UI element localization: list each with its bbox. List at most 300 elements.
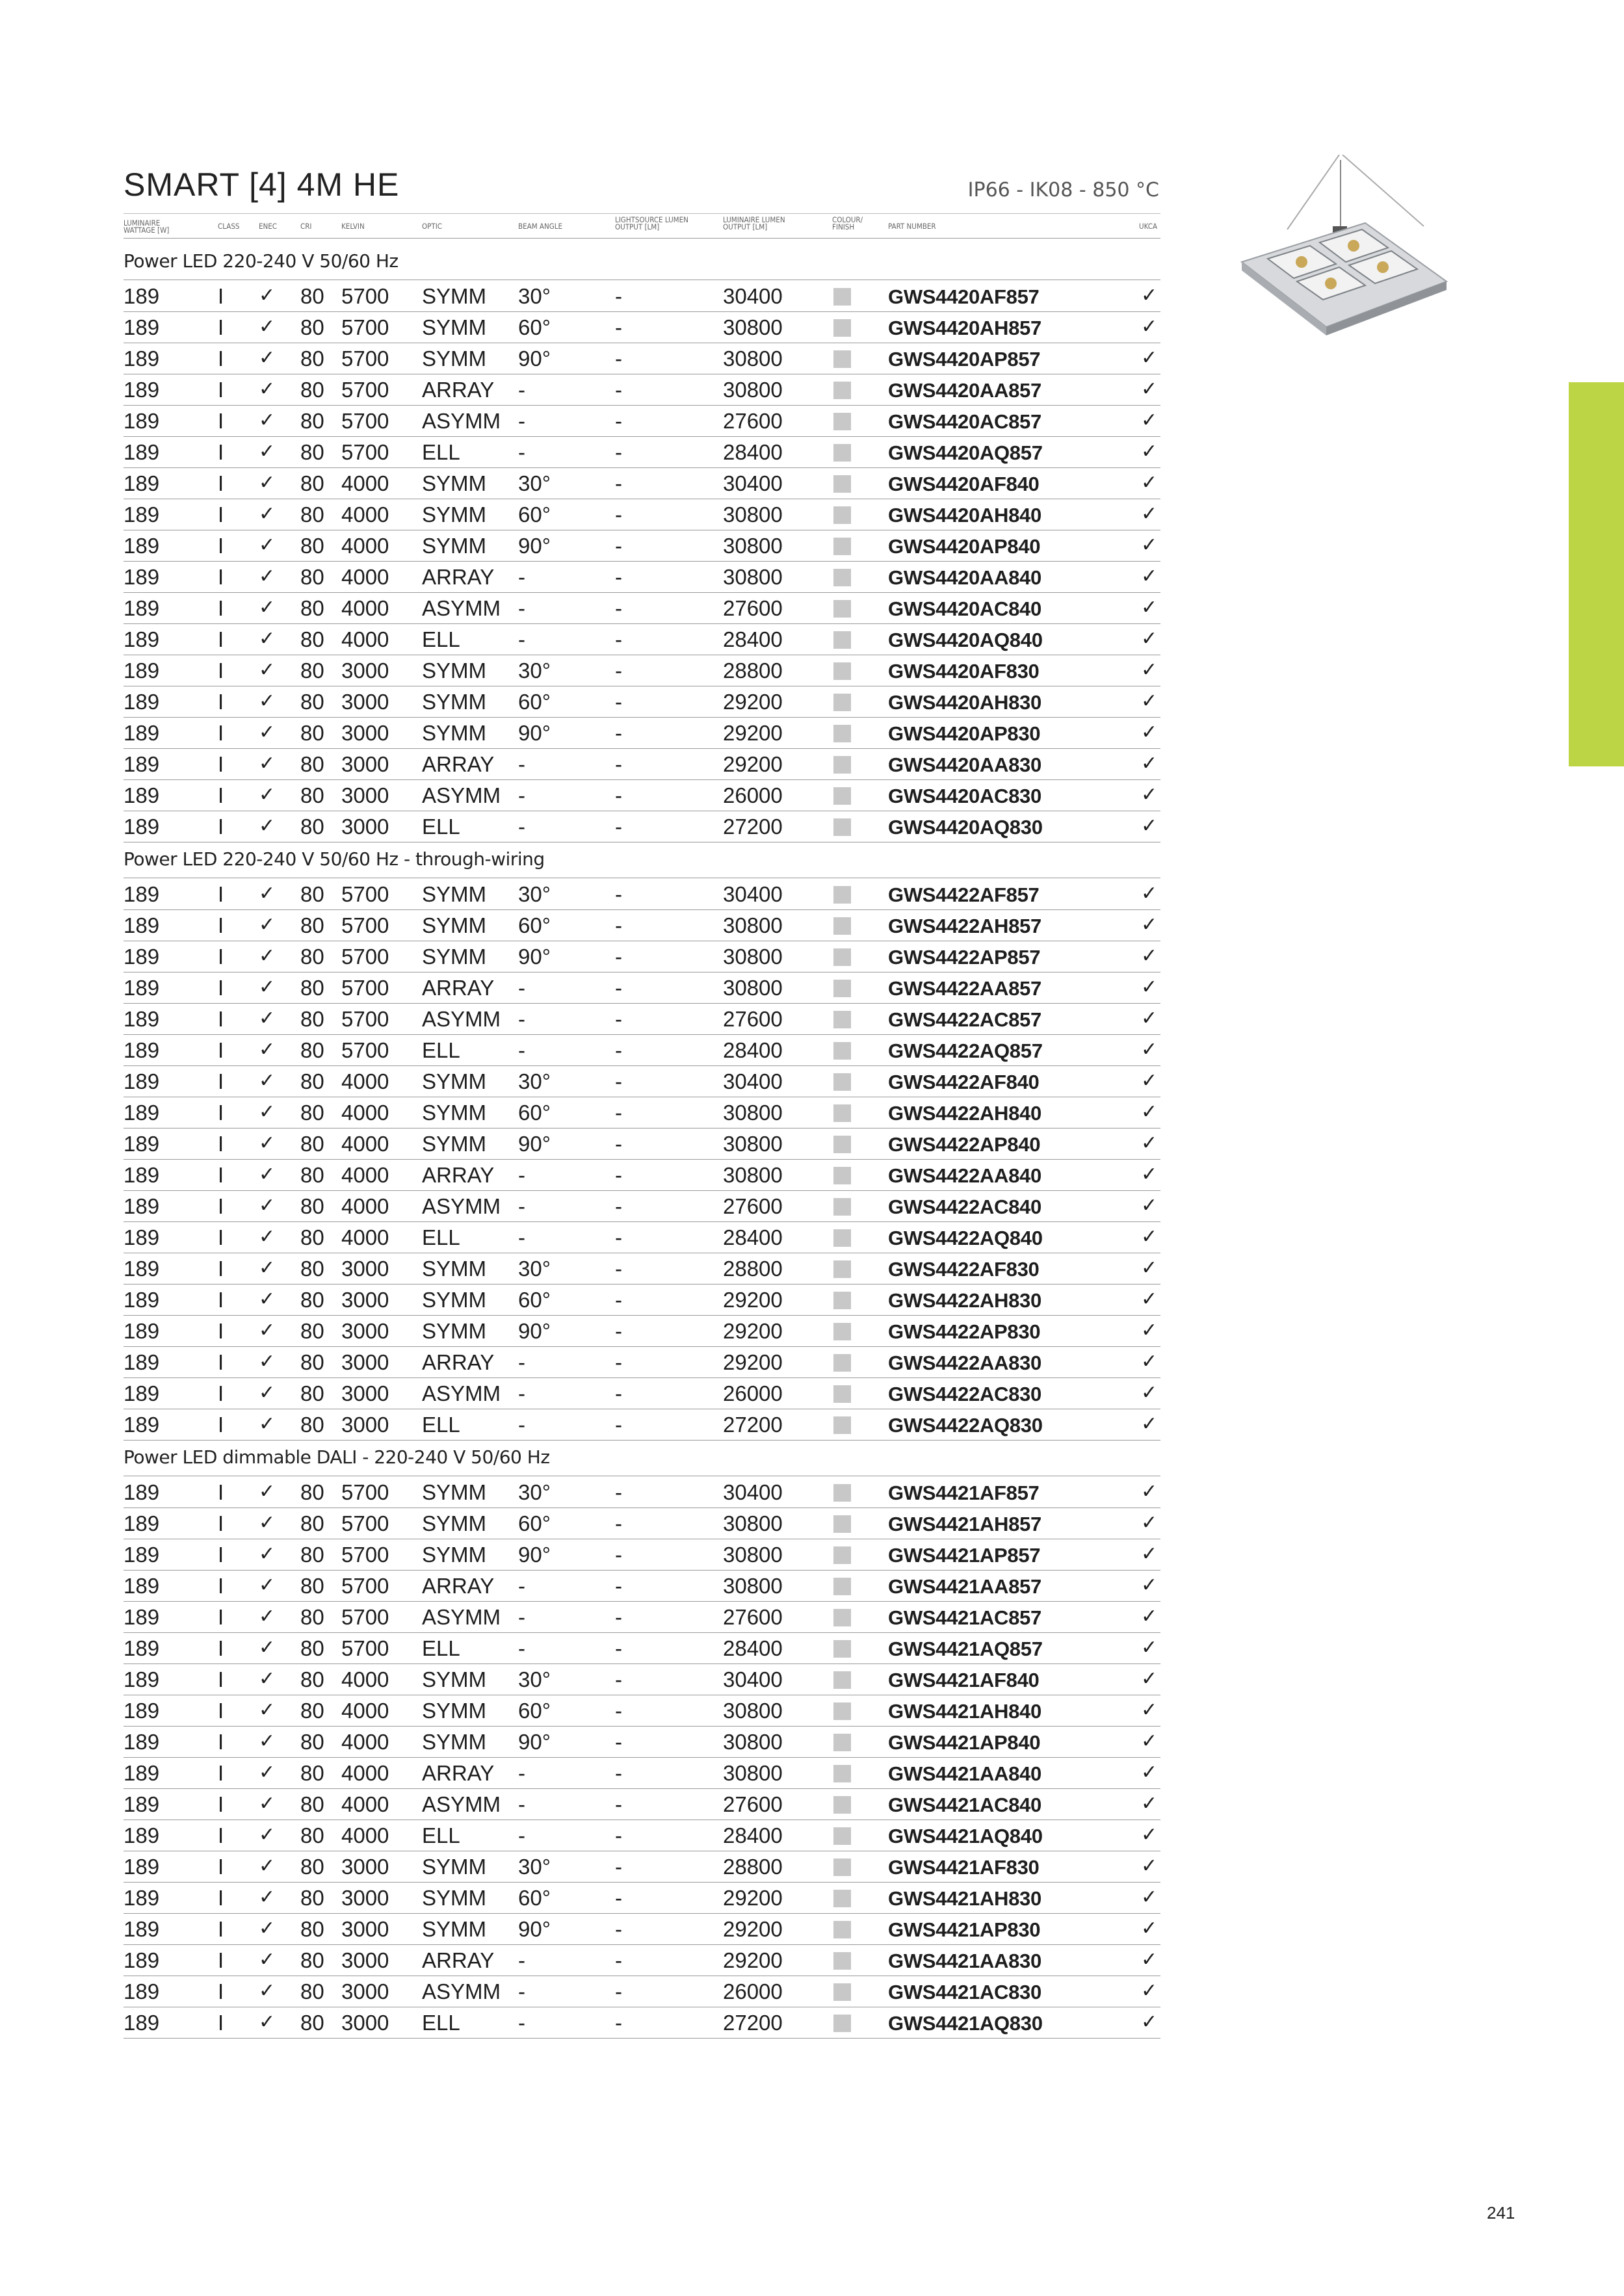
enec-check: ✓: [259, 659, 276, 681]
cell-beam-angle: -: [518, 976, 525, 1000]
table-row: [124, 1913, 1160, 1945]
cell-lightsource-lumen: -: [615, 2011, 622, 2035]
ukca-check: ✓: [1141, 1226, 1158, 1247]
cell-optic: ARRAY: [422, 1574, 495, 1598]
part-number: GWS4422AC857: [888, 1008, 1041, 1031]
cell-kelvin: 3000: [341, 1917, 389, 1941]
table-row: [124, 972, 1160, 1004]
ukca-check: ✓: [1141, 441, 1158, 462]
cell-optic: ASYMM: [422, 409, 501, 433]
part-number: GWS4421AC830: [888, 1981, 1041, 2003]
cell-wattage: 189: [124, 2011, 160, 2035]
part-number: GWS4420AF840: [888, 473, 1040, 495]
ukca-check: ✓: [1141, 1886, 1158, 1908]
cell-wattage: 189: [124, 913, 160, 937]
cell-wattage: 189: [124, 1257, 160, 1281]
cell-lightsource-lumen: -: [615, 783, 622, 807]
header-ukca: UKCA: [1139, 222, 1158, 231]
cell-class: I: [218, 1730, 224, 1754]
cell-luminaire-lumen: 30800: [723, 1543, 783, 1567]
cell-luminaire-lumen: 30800: [723, 502, 783, 527]
cell-class: I: [218, 315, 224, 339]
part-number: GWS4422AF830: [888, 1258, 1040, 1281]
cell-wattage: 189: [124, 1132, 160, 1156]
cell-optic: ELL: [422, 1038, 460, 1062]
cell-wattage: 189: [124, 1823, 160, 1847]
cell-luminaire-lumen: 29200: [723, 1319, 783, 1343]
cell-class: I: [218, 440, 224, 464]
cell-lightsource-lumen: -: [615, 1101, 622, 1125]
cell-optic: SYMM: [422, 1132, 486, 1156]
cell-beam-angle: -: [518, 1225, 525, 1249]
enec-check: ✓: [259, 1949, 276, 1970]
cell-beam-angle: -: [518, 1194, 525, 1218]
cell-kelvin: 5700: [341, 945, 389, 969]
cell-optic: SYMM: [422, 1917, 486, 1941]
cell-kelvin: 4000: [341, 1101, 389, 1125]
cell-cri: 80: [300, 1979, 324, 2003]
finish-swatch: [833, 1042, 851, 1060]
cell-luminaire-lumen: 26000: [723, 783, 783, 807]
cell-optic: ARRAY: [422, 378, 495, 402]
enec-check: ✓: [259, 1824, 276, 1846]
table-row: [124, 1507, 1160, 1539]
cell-lightsource-lumen: -: [615, 471, 622, 495]
ukca-check: ✓: [1141, 472, 1158, 493]
part-number: GWS4422AQ830: [888, 1414, 1043, 1437]
cell-wattage: 189: [124, 1761, 160, 1785]
cell-class: I: [218, 1511, 224, 1535]
table-row: [124, 467, 1160, 499]
cell-lightsource-lumen: -: [615, 690, 622, 714]
finish-swatch: [833, 1609, 851, 1626]
cell-beam-angle: 90°: [518, 1917, 551, 1941]
cell-cri: 80: [300, 1163, 324, 1187]
cell-beam-angle: 90°: [518, 346, 551, 371]
cell-cri: 80: [300, 1350, 324, 1374]
cell-luminaire-lumen: 28400: [723, 1038, 783, 1062]
part-number: GWS4420AF830: [888, 660, 1040, 683]
cell-lightsource-lumen: -: [615, 315, 622, 339]
cell-lightsource-lumen: -: [615, 1194, 622, 1218]
section-title: Power LED 220-240 V 50/60 Hz - through-wiring: [124, 848, 545, 870]
cell-lightsource-lumen: -: [615, 815, 622, 839]
cell-cri: 80: [300, 378, 324, 402]
ukca-check: ✓: [1141, 378, 1158, 400]
cell-class: I: [218, 1792, 224, 1816]
cell-wattage: 189: [124, 1225, 160, 1249]
cell-class: I: [218, 1257, 224, 1281]
part-number: GWS4420AC830: [888, 785, 1041, 807]
enec-check: ✓: [259, 566, 276, 587]
cell-wattage: 189: [124, 882, 160, 906]
part-number: GWS4421AA840: [888, 1762, 1041, 1785]
ukca-check: ✓: [1141, 1543, 1158, 1565]
cell-class: I: [218, 1917, 224, 1941]
page-number: 241: [1487, 2203, 1515, 2223]
cell-wattage: 189: [124, 1511, 160, 1535]
cell-luminaire-lumen: 27200: [723, 815, 783, 839]
cell-luminaire-lumen: 30800: [723, 1511, 783, 1535]
finish-swatch: [833, 1484, 851, 1502]
cell-luminaire-lumen: 30800: [723, 1574, 783, 1598]
table-row: [124, 1539, 1160, 1571]
table-row: [124, 1128, 1160, 1160]
ukca-check: ✓: [1141, 914, 1158, 935]
table-row: [124, 1788, 1160, 1820]
finish-swatch: [833, 350, 851, 368]
part-number: GWS4422AA830: [888, 1351, 1041, 1374]
part-number: GWS4421AA830: [888, 1950, 1041, 1972]
cell-luminaire-lumen: 30800: [723, 534, 783, 558]
cell-beam-angle: 30°: [518, 284, 551, 308]
part-number: GWS4422AA857: [888, 977, 1041, 1000]
cell-wattage: 189: [124, 534, 160, 558]
enec-check: ✓: [259, 534, 276, 556]
cell-wattage: 189: [124, 721, 160, 745]
table-row: [124, 1346, 1160, 1378]
cell-kelvin: 4000: [341, 1730, 389, 1754]
cell-beam-angle: 30°: [518, 471, 551, 495]
header-beam-angle: BEAM ANGLE: [518, 222, 563, 231]
cell-class: I: [218, 1823, 224, 1847]
part-number: GWS4420AA840: [888, 566, 1041, 589]
cell-luminaire-lumen: 30800: [723, 1761, 783, 1785]
cell-class: I: [218, 346, 224, 371]
part-number: GWS4421AH857: [888, 1513, 1041, 1535]
enec-check: ✓: [259, 1132, 276, 1154]
finish-swatch: [833, 413, 851, 430]
cell-cri: 80: [300, 659, 324, 683]
ukca-check: ✓: [1141, 1824, 1158, 1846]
ukca-check: ✓: [1141, 534, 1158, 556]
cell-class: I: [218, 534, 224, 558]
enec-check: ✓: [259, 690, 276, 712]
cell-beam-angle: 90°: [518, 1543, 551, 1567]
cell-class: I: [218, 1855, 224, 1879]
cell-optic: ARRAY: [422, 1948, 495, 1972]
ukca-check: ✓: [1141, 597, 1158, 618]
cell-wattage: 189: [124, 1667, 160, 1691]
enec-check: ✓: [259, 1606, 276, 1627]
finish-swatch: [833, 1983, 851, 2001]
cell-kelvin: 4000: [341, 1194, 389, 1218]
cell-beam-angle: 60°: [518, 913, 551, 937]
ukca-check: ✓: [1141, 784, 1158, 805]
cell-optic: SYMM: [422, 1101, 486, 1125]
cell-class: I: [218, 565, 224, 589]
cell-optic: ELL: [422, 815, 460, 839]
finish-swatch: [833, 756, 851, 774]
enec-check: ✓: [259, 1257, 276, 1279]
cell-beam-angle: -: [518, 1381, 525, 1405]
finish-swatch: [833, 917, 851, 935]
finish-swatch: [833, 1385, 851, 1403]
cell-kelvin: 4000: [341, 565, 389, 589]
ukca-check: ✓: [1141, 2011, 1158, 2033]
finish-swatch: [833, 1952, 851, 1970]
cell-optic: SYMM: [422, 471, 486, 495]
section-color-tab: [1569, 382, 1624, 766]
cell-lightsource-lumen: -: [615, 1605, 622, 1629]
cell-cri: 80: [300, 783, 324, 807]
cell-cri: 80: [300, 976, 324, 1000]
cell-lightsource-lumen: -: [615, 1574, 622, 1598]
ukca-check: ✓: [1141, 1351, 1158, 1372]
cell-beam-angle: -: [518, 1823, 525, 1847]
cell-kelvin: 4000: [341, 534, 389, 558]
enec-check: ✓: [259, 815, 276, 837]
enec-check: ✓: [259, 784, 276, 805]
cell-lightsource-lumen: -: [615, 1069, 622, 1093]
cell-wattage: 189: [124, 1069, 160, 1093]
cell-cri: 80: [300, 1917, 324, 1941]
cell-luminaire-lumen: 28400: [723, 1823, 783, 1847]
enec-check: ✓: [259, 1382, 276, 1403]
enec-check: ✓: [259, 285, 276, 306]
enec-check: ✓: [259, 1668, 276, 1689]
enec-check: ✓: [259, 1762, 276, 1783]
cell-kelvin: 3000: [341, 1350, 389, 1374]
cell-beam-angle: -: [518, 1948, 525, 1972]
cell-cri: 80: [300, 1288, 324, 1312]
cell-class: I: [218, 1667, 224, 1691]
finish-swatch: [833, 1292, 851, 1309]
finish-swatch: [833, 1765, 851, 1782]
cell-lightsource-lumen: -: [615, 1350, 622, 1374]
cell-luminaire-lumen: 26000: [723, 1381, 783, 1405]
cell-optic: ARRAY: [422, 1163, 495, 1187]
table-row: [124, 1065, 1160, 1097]
ukca-check: ✓: [1141, 659, 1158, 681]
finish-swatch: [833, 1515, 851, 1533]
cell-class: I: [218, 1543, 224, 1567]
part-number: GWS4422AP830: [888, 1320, 1041, 1343]
cell-wattage: 189: [124, 565, 160, 589]
cell-cri: 80: [300, 1413, 324, 1437]
cell-cri: 80: [300, 1511, 324, 1535]
table-row: [124, 1097, 1160, 1128]
page-title: SMART [4] 4M HE: [124, 166, 400, 203]
enec-check: ✓: [259, 1637, 276, 1658]
cell-beam-angle: 90°: [518, 721, 551, 745]
table-row: [124, 1190, 1160, 1222]
part-number: GWS4420AC857: [888, 410, 1041, 433]
cell-beam-angle: 60°: [518, 1511, 551, 1535]
cell-wattage: 189: [124, 1194, 160, 1218]
table-row: [124, 1284, 1160, 1316]
cell-wattage: 189: [124, 752, 160, 776]
cell-luminaire-lumen: 30800: [723, 913, 783, 937]
table-row: [124, 1570, 1160, 1602]
cell-class: I: [218, 1413, 224, 1437]
cell-optic: SYMM: [422, 284, 486, 308]
cell-wattage: 189: [124, 378, 160, 402]
enec-check: ✓: [259, 1730, 276, 1752]
table-row: [124, 1757, 1160, 1789]
cell-beam-angle: 30°: [518, 1480, 551, 1504]
cell-cri: 80: [300, 1194, 324, 1218]
table-row: [124, 1377, 1160, 1409]
cell-kelvin: 4000: [341, 627, 389, 651]
enec-check: ✓: [259, 441, 276, 462]
enec-check: ✓: [259, 722, 276, 743]
finish-swatch: [833, 382, 851, 399]
cell-cri: 80: [300, 1543, 324, 1567]
cell-luminaire-lumen: 28800: [723, 1257, 783, 1281]
cell-cri: 80: [300, 1823, 324, 1847]
ukca-check: ✓: [1141, 503, 1158, 525]
part-number: GWS4421AH840: [888, 1700, 1041, 1723]
cell-lightsource-lumen: -: [615, 534, 622, 558]
enec-check: ✓: [259, 1980, 276, 2002]
cell-beam-angle: 90°: [518, 534, 551, 558]
finish-swatch: [833, 787, 851, 805]
cell-beam-angle: -: [518, 1605, 525, 1629]
finish-swatch: [833, 1323, 851, 1340]
cell-beam-angle: 30°: [518, 1069, 551, 1093]
finish-swatch: [833, 1198, 851, 1216]
cell-cri: 80: [300, 409, 324, 433]
table-row: [124, 686, 1160, 718]
cell-cri: 80: [300, 815, 324, 839]
cell-wattage: 189: [124, 659, 160, 683]
cell-class: I: [218, 378, 224, 402]
cell-lightsource-lumen: -: [615, 1823, 622, 1847]
table-row: [124, 1632, 1160, 1664]
ukca-check: ✓: [1141, 1101, 1158, 1123]
cell-cri: 80: [300, 1480, 324, 1504]
cell-luminaire-lumen: 30800: [723, 1132, 783, 1156]
cell-optic: SYMM: [422, 1855, 486, 1879]
cell-wattage: 189: [124, 315, 160, 339]
cell-luminaire-lumen: 27600: [723, 596, 783, 620]
cell-class: I: [218, 945, 224, 969]
cell-class: I: [218, 1381, 224, 1405]
cell-cri: 80: [300, 346, 324, 371]
cell-wattage: 189: [124, 1605, 160, 1629]
cell-luminaire-lumen: 28400: [723, 627, 783, 651]
cell-kelvin: 4000: [341, 502, 389, 527]
cell-lightsource-lumen: -: [615, 284, 622, 308]
cell-lightsource-lumen: -: [615, 1319, 622, 1343]
cell-wattage: 189: [124, 976, 160, 1000]
cell-class: I: [218, 1194, 224, 1218]
table-row: [124, 1663, 1160, 1695]
cell-optic: SYMM: [422, 945, 486, 969]
cell-luminaire-lumen: 30800: [723, 1101, 783, 1125]
cell-wattage: 189: [124, 1319, 160, 1343]
cell-wattage: 189: [124, 1350, 160, 1374]
cell-beam-angle: 30°: [518, 1667, 551, 1691]
part-number: GWS4422AQ840: [888, 1227, 1043, 1249]
cell-wattage: 189: [124, 1699, 160, 1723]
header-part-number: PART NUMBER: [888, 222, 936, 231]
cell-optic: SYMM: [422, 1667, 486, 1691]
cell-wattage: 189: [124, 1855, 160, 1879]
cell-lightsource-lumen: -: [615, 1667, 622, 1691]
finish-swatch: [833, 1354, 851, 1372]
cell-beam-angle: -: [518, 1163, 525, 1187]
finish-swatch: [833, 631, 851, 649]
cell-class: I: [218, 783, 224, 807]
cell-beam-angle: -: [518, 409, 525, 433]
cell-class: I: [218, 976, 224, 1000]
cell-luminaire-lumen: 30400: [723, 882, 783, 906]
cell-lightsource-lumen: -: [615, 565, 622, 589]
cell-class: I: [218, 752, 224, 776]
cell-wattage: 189: [124, 1480, 160, 1504]
cell-optic: SYMM: [422, 1511, 486, 1535]
table-row: [124, 2007, 1160, 2039]
enec-check: ✓: [259, 378, 276, 400]
ukca-check: ✓: [1141, 1637, 1158, 1658]
cell-class: I: [218, 1069, 224, 1093]
cell-beam-angle: 30°: [518, 882, 551, 906]
cell-beam-angle: -: [518, 1979, 525, 2003]
enec-check: ✓: [259, 1008, 276, 1029]
table-row: [124, 343, 1160, 374]
finish-swatch: [833, 1416, 851, 1434]
cell-kelvin: 3000: [341, 1979, 389, 2003]
cell-optic: SYMM: [422, 502, 486, 527]
cell-lightsource-lumen: -: [615, 721, 622, 745]
cell-luminaire-lumen: 29200: [723, 690, 783, 714]
cell-lightsource-lumen: -: [615, 596, 622, 620]
enec-check: ✓: [259, 1226, 276, 1247]
cell-kelvin: 3000: [341, 1886, 389, 1910]
cell-beam-angle: 90°: [518, 1730, 551, 1754]
cell-optic: ASYMM: [422, 1007, 501, 1031]
cell-kelvin: 5700: [341, 409, 389, 433]
cell-lightsource-lumen: -: [615, 440, 622, 464]
cell-lightsource-lumen: -: [615, 627, 622, 651]
cell-lightsource-lumen: -: [615, 1730, 622, 1754]
cell-wattage: 189: [124, 690, 160, 714]
cell-luminaire-lumen: 27600: [723, 1792, 783, 1816]
finish-swatch: [833, 1734, 851, 1751]
cell-beam-angle: 60°: [518, 1101, 551, 1125]
ukca-check: ✓: [1141, 1606, 1158, 1627]
cell-lightsource-lumen: -: [615, 1413, 622, 1437]
enec-check: ✓: [259, 1320, 276, 1341]
cell-kelvin: 4000: [341, 1761, 389, 1785]
cell-wattage: 189: [124, 1792, 160, 1816]
cell-optic: ASYMM: [422, 783, 501, 807]
enec-check: ✓: [259, 1039, 276, 1060]
cell-cri: 80: [300, 1225, 324, 1249]
table-row: [124, 811, 1160, 842]
cell-wattage: 189: [124, 1038, 160, 1062]
cell-class: I: [218, 1761, 224, 1785]
cell-optic: ARRAY: [422, 565, 495, 589]
enec-check: ✓: [259, 1164, 276, 1185]
cell-optic: SYMM: [422, 1069, 486, 1093]
finish-swatch: [833, 2015, 851, 2032]
finish-swatch: [833, 1104, 851, 1122]
cell-wattage: 189: [124, 945, 160, 969]
cell-cri: 80: [300, 1667, 324, 1691]
ukca-check: ✓: [1141, 1413, 1158, 1435]
header-kelvin: KELVIN: [341, 222, 365, 231]
cell-class: I: [218, 1163, 224, 1187]
part-number: GWS4421AC840: [888, 1794, 1041, 1816]
cell-kelvin: 3000: [341, 2011, 389, 2035]
cell-luminaire-lumen: 26000: [723, 1979, 783, 2003]
section-title: Power LED dimmable DALI - 220-240 V 50/60 Hz: [124, 1446, 550, 1468]
finish-swatch: [833, 1671, 851, 1689]
ukca-check: ✓: [1141, 1668, 1158, 1689]
